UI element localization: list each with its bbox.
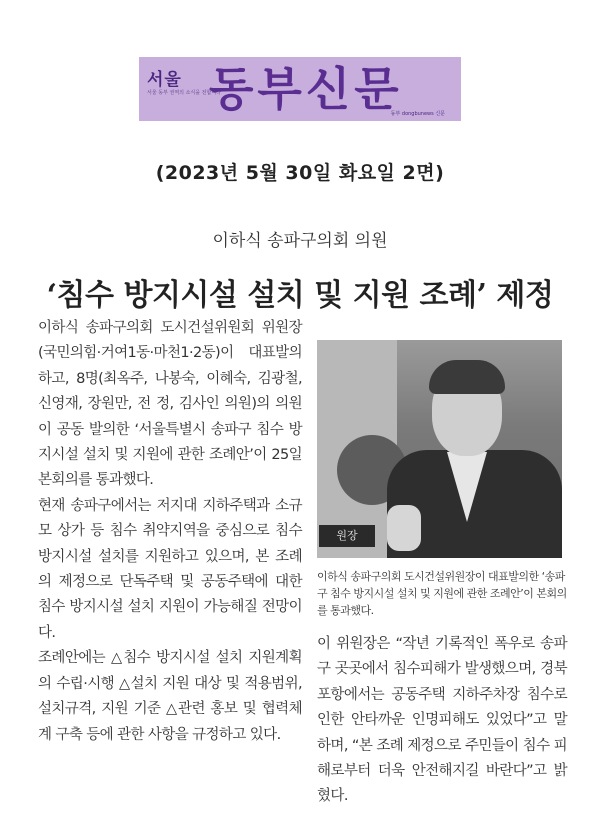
article-paragraph: 이하식 송파구의회 도시건설위원회 위원장(국민의힘·거여1동·마천1·2동)이 대표발의하고, 8명(최옥주, 나봉숙, 이혜숙, 김광철, 신영재, 장원만, 전 정, 김사인 의원)의 의원이 공동 발의한 ‘서울특별시 송파구 침수 방지시설 설치 및 지원에 관한 조례안’이 25일 본회의를 통과했다. [38,320,302,489]
photo-person-hair [429,360,505,394]
photo-nameplate: 원장 [319,525,375,547]
publication-dateline: (2023년 5월 30일 화요일 2면) [155,162,445,184]
masthead-tagline: 서울 동부 권역의 소식을 전합니다 [147,90,221,96]
article-paragraph: 현재 송파구에서는 저지대 지하주택과 소규모 상가 등 침수 취약지역을 중심으로 침수 방지시설 설치를 지원하고 있으며, 본 조례의 제정으로 단독주택 및 공동주택에 대한 침수 방지시설 설치 지원이 가능해질 전망이다. [38,497,302,641]
photo-caption: 이하식 송파구의회 도시건설위원장이 대표발의한 ‘송파구 침수 방지시설 설치 및 지원에 관한 조례안’이 본회의를 통과했다. [317,570,567,617]
article-paragraph: 이 위원장은 “작년 기록적인 폭우로 송파구 곳곳에서 침수피해가 발생했으며, 경북 포항에서는 공동주택 지하주차장 침수로 인한 안타까운 인명피해도 있었다”고 말하며, “본 조례 제정으로 주민들이 침수 피해로부터 더욱 안전해지길 바란다”고 밝혔다. [317,636,567,805]
article-photo [317,340,562,558]
masthead-prefix: 서울 [147,70,182,90]
masthead-title: 동부신문 [209,62,403,116]
article-right-column [317,632,567,810]
article-subhead: 이하식 송파구의회 의원 [212,231,388,251]
photo-person-hand [387,505,421,551]
photo-caption-block [317,568,567,619]
newspaper-masthead [139,57,461,121]
article-headline: ‘침수 방지시설 설치 및 지원 조례’ 제정 [46,278,554,313]
article-paragraph: 조례안에는 △침수 방지시설 설치 지원계획의 수립·시행 △설치 지원 대상 및 적용범위, 설치규격, 지원 기준 △관련 홍보 및 협력체계 구축 등에 관한 사항을 규정하고 있다. [38,650,302,743]
masthead-subtitle: 동부 dongbunews 신문 [390,111,445,117]
article-left-column [38,316,302,748]
